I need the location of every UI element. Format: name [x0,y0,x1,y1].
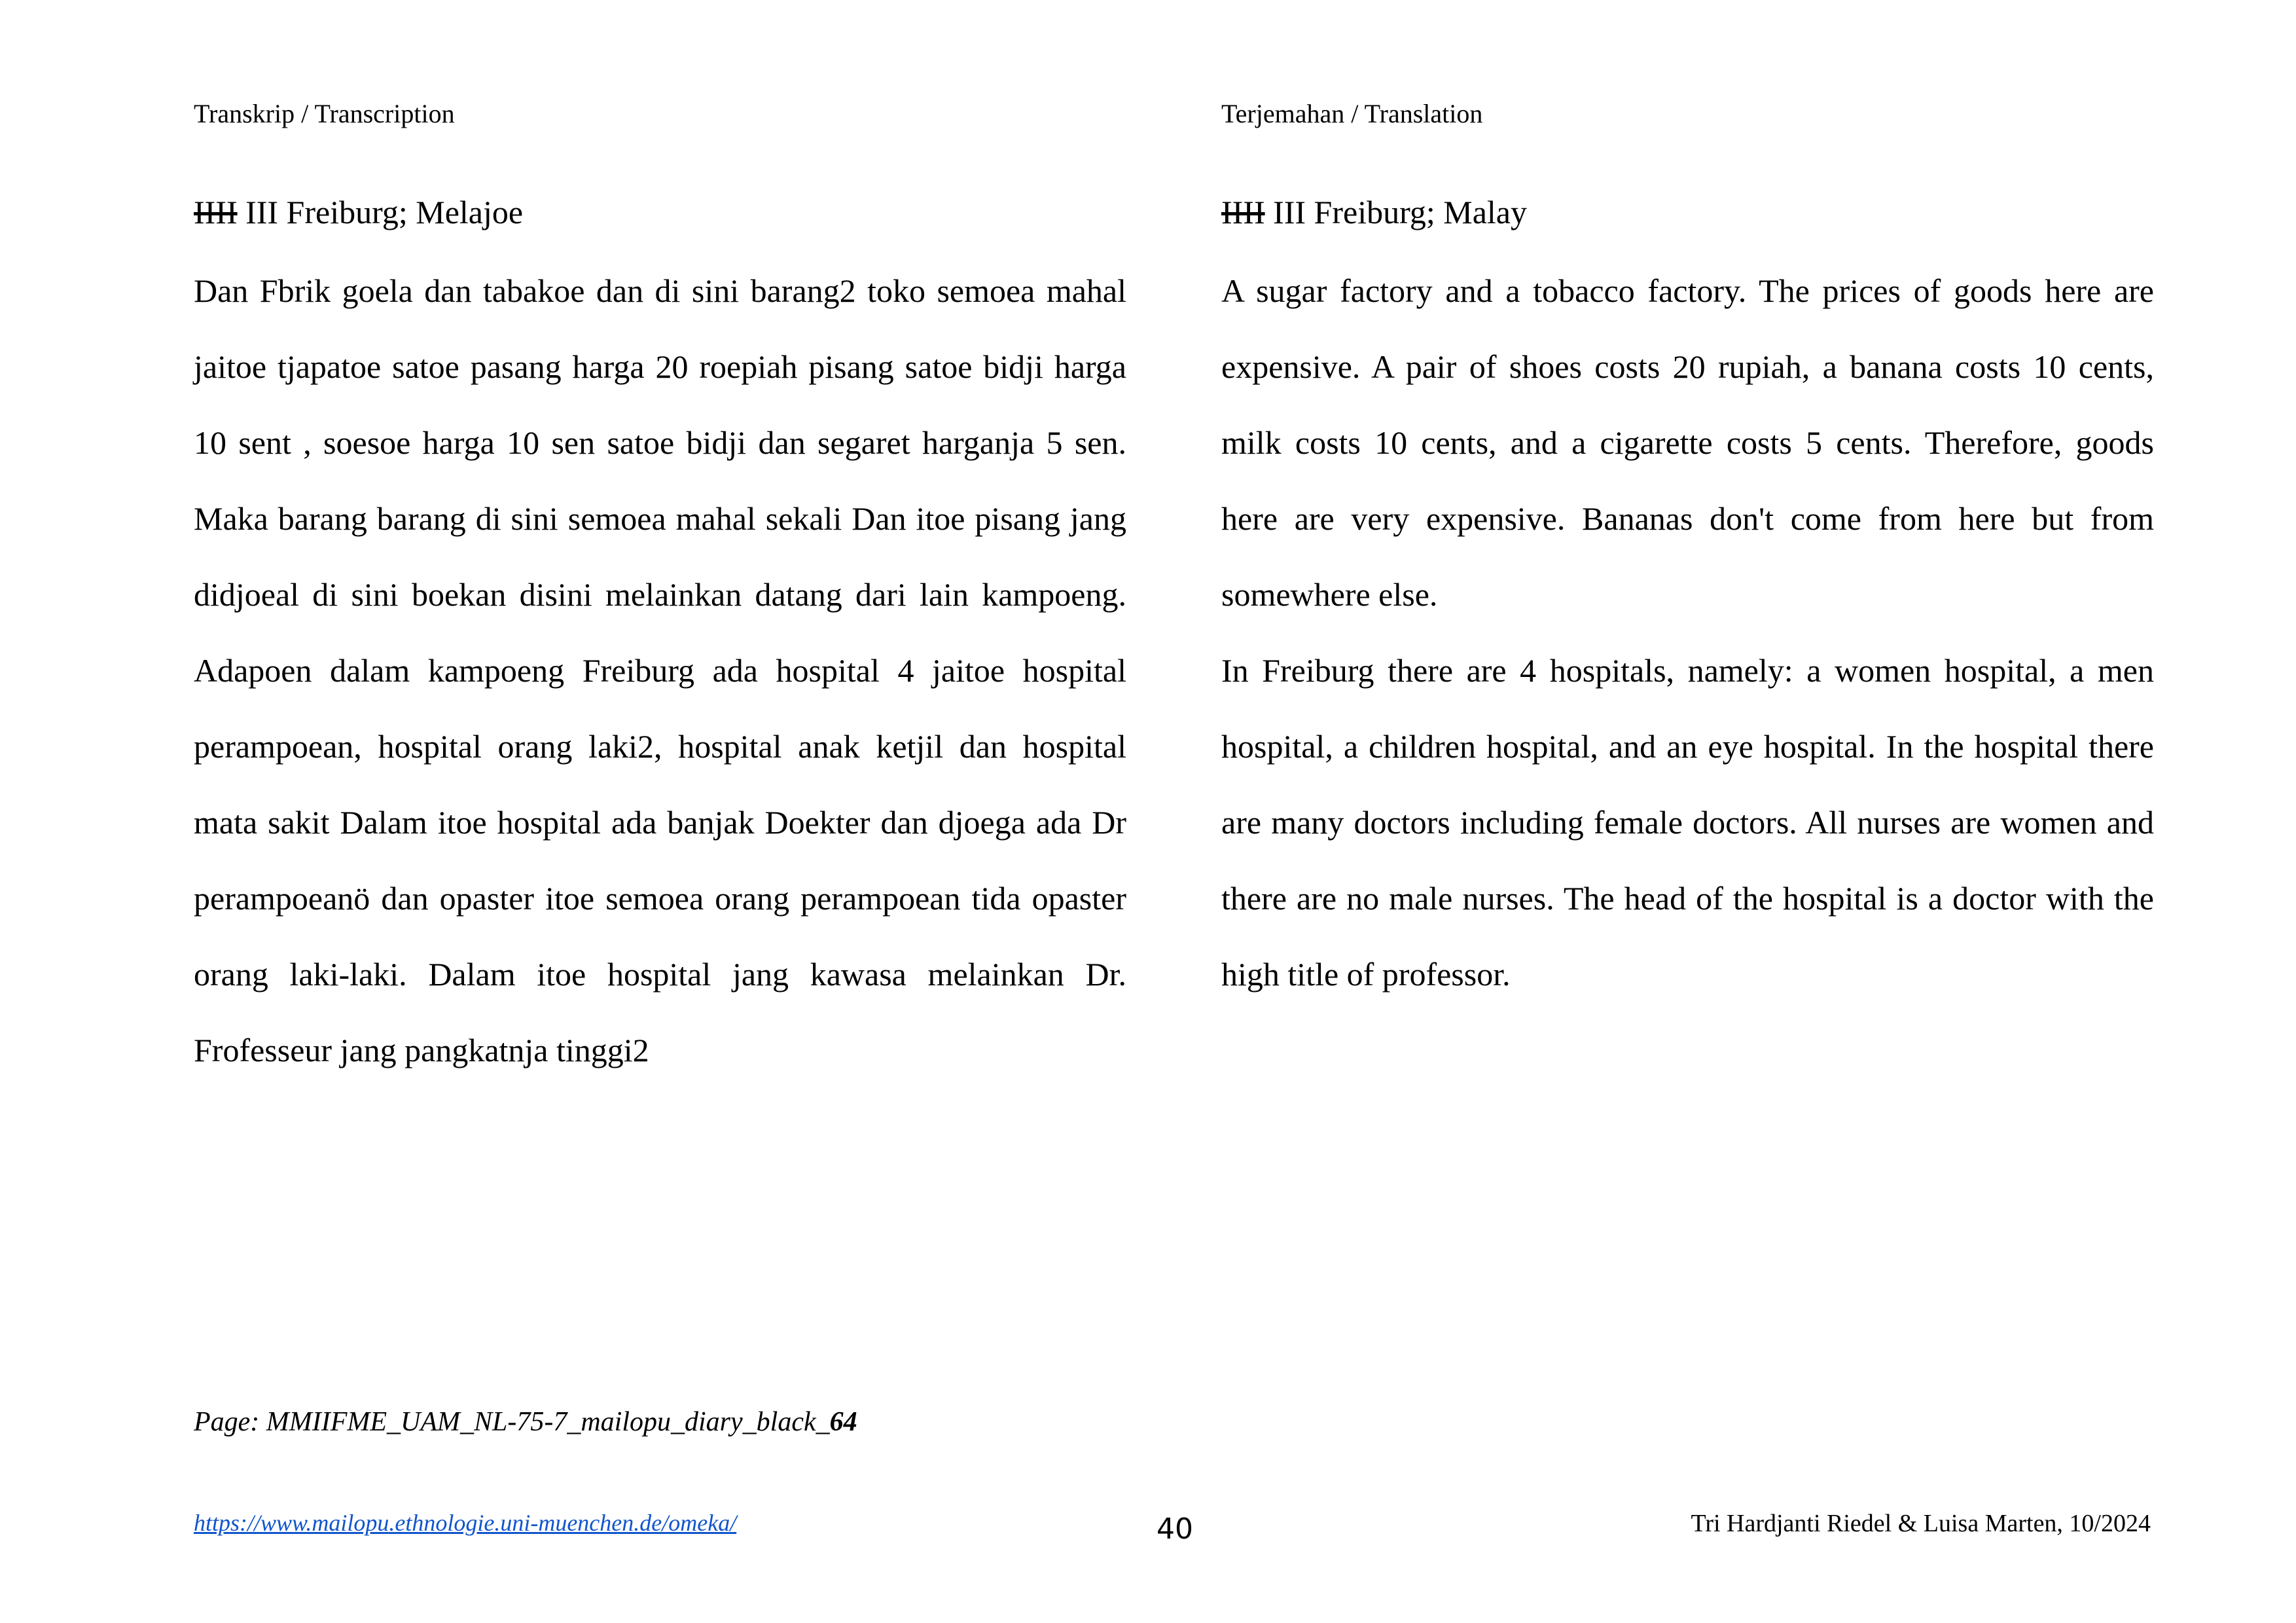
transcription-title-text: III Freiburg; Melajoe [237,194,524,230]
translation-heading: Terjemahan / Translation [1221,99,1483,128]
translation-paragraph-1: A sugar factory and a tobacco factory. The prices of goods here are expensive. A pair of shoes costs 20 rupiah, a banana costs 10 cents, milk costs 10 cents, and a cigarette costs 5 cents. Therefore, goods here are very expensive. Bananas don't come from here but from somewhere else. [1221,272,2154,613]
transcription-paragraph: Dan Fbrik goela dan tabakoe dan di sini barang2 toko semoea mahal jaitoe tjapatoe satoe pasang harga 20 roepiah pisang satoe bidji harga 10 sent , soesoe harga 10 sen satoe bidji dan segaret harganja 5 sen. Maka barang barang di sini semoea mahal sekali Dan itoe pisang jang didjoeal di sini boekan disini melainkan datang dari lain kampoeng. Adapoen dalam kampoeng Freiburg ada hospital 4 jaitoe hospital perampoean, hospital orang laki2, hospital anak ketjil dan hospital mata sakit Dalam itoe hospital ada banjak Doekter dan djoega ada Dr perampoeanö dan opaster itoe semoea orang perampoean tida opaster orang laki-laki. Dalam itoe hospital jang kawasa melainkan Dr. Frofesseur jang pangkatnja tinggi2 [194,272,1126,1068]
page-reference-number: 64 [829,1407,857,1437]
translation-title-text: III Freiburg; Malay [1265,194,1527,230]
translation-paragraph-2: In Freiburg there are 4 hospitals, namely: a women hospital, a men hospital, a children hospital, and an eye hospital. In the hospital there are many doctors including female doctors. All nurses are women and there are no male nurses. The head of the hospital is a doctor with the high title of professor. [1221,652,2154,993]
struck-numeral: IIII [194,194,238,230]
struck-numeral: IIII [1221,194,1265,230]
translation-body [1221,253,2154,1012]
transcription-heading: Transkrip / Transcription [194,99,455,128]
footer-credit: Tri Hardjanti Riedel & Luisa Marten, 10/2024 [1691,1510,2151,1537]
page-reference-prefix: Page: MMIIFME_UAM_NL-75-7_mailopu_diary_black_ [194,1407,830,1437]
page-number: 40 [1157,1512,1193,1546]
page-reference [194,1406,857,1438]
transcription-title [194,193,523,231]
footer-link[interactable]: https://www.mailopu.ethnologie.uni-muenchen.de/omeka/ [194,1510,737,1536]
transcription-body [194,253,1126,1088]
translation-title [1221,193,1527,231]
